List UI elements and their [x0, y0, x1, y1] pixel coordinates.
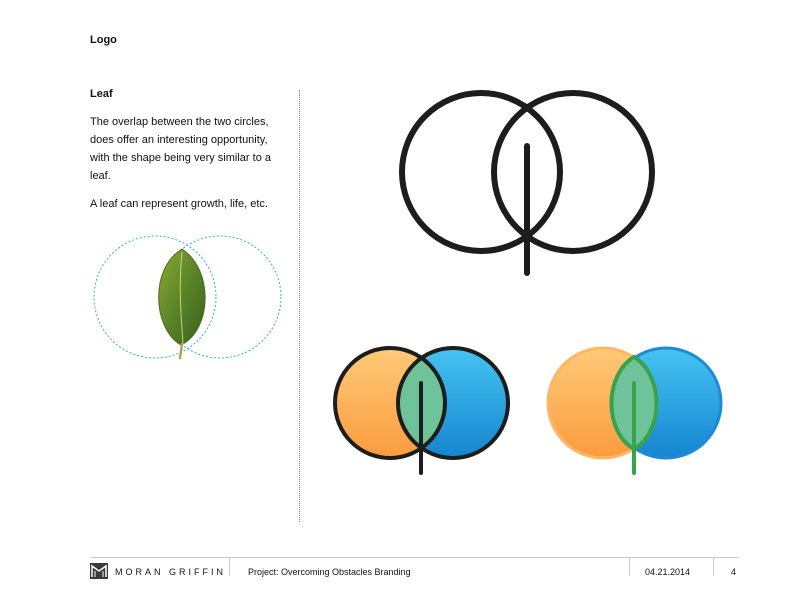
paragraph-growth: A leaf can represent growth, life, etc. [90, 198, 268, 210]
paragraph-overlap: The overlap between the two circles, does offer an interesting opportunity, with the shape being very similar to a leaf. [90, 116, 271, 182]
footer-brand: MORAN GRIFFIN [115, 567, 226, 577]
logo-color-variant-outlined [335, 348, 508, 473]
mg-logo-icon [90, 563, 108, 579]
subsection-title: Leaf [90, 88, 113, 100]
section-title: Logo [90, 34, 117, 46]
footer-separator [229, 558, 230, 576]
logo-color-variant-leaf [548, 348, 721, 473]
logo-circle-right [494, 93, 652, 251]
footer-project: Project: Overcoming Obstacles Branding [248, 567, 411, 577]
logo-outline-black [402, 93, 652, 273]
footer-page-number: 4 [731, 567, 737, 577]
leaf-sketch-illustration [94, 236, 281, 358]
footer-rule [90, 557, 738, 558]
logo-circle-left [402, 93, 560, 251]
footer-separator [629, 558, 630, 576]
photo-leaf-stem [180, 344, 182, 358]
footer-date: 04.21.2014 [645, 567, 691, 577]
footer-separator [713, 558, 714, 576]
